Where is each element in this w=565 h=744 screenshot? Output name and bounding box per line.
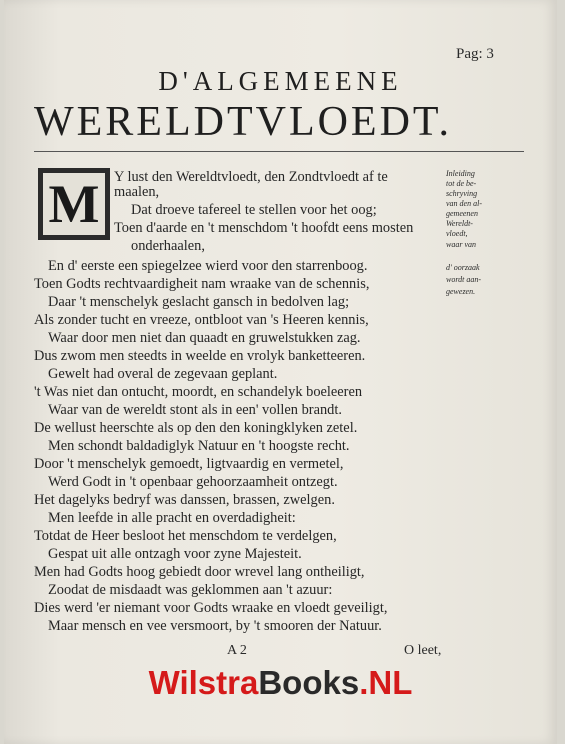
margin-note-line: wordt aan- xyxy=(446,275,482,284)
margin-note-line: tot de be- xyxy=(446,179,477,188)
poem-line: Zoodat de misdaadt was geklommen aan 't azuur: xyxy=(48,582,333,598)
margin-note-line: gemeenen xyxy=(446,209,478,218)
poem-line: Toen d'aarde en 't menschdom 't hoofdt eens mosten xyxy=(114,220,414,236)
poem-line: De wellust heerschte als op den den koningklyken zetel. xyxy=(34,420,358,436)
poem-line: Dus zwom men steedts in weelde en vrolyk banketteeren. xyxy=(34,348,366,364)
margin-note-line: Inleiding xyxy=(446,169,475,178)
poem-line: Dies werd 'er niemant voor Godts wraake en vloedt geveiligt, xyxy=(34,600,388,616)
poem-line: maalen, xyxy=(114,184,160,200)
poem-line: Maar mensch en vee versmoort, by 't smooren der Natuur. xyxy=(48,618,382,634)
margin-note-line: gewezen. xyxy=(446,287,476,296)
margin-note-line: vloedt, xyxy=(446,229,468,238)
poem-line: 't Was niet dan ontucht, moordt, en schandelyk boeleeren xyxy=(34,384,363,400)
poem-line: Y lust den Wereldtvloedt, den Zondtvloedt af te xyxy=(114,169,388,185)
margin-note-line: waar van xyxy=(446,240,476,249)
poem-line: Men leefde in alle pracht en overdadigheit: xyxy=(48,510,296,526)
poem-line: Men schondt baldadiglyk Natuur en 't hoogste recht. xyxy=(48,438,350,454)
title-line-1: D'ALGEMEENE xyxy=(158,66,403,96)
drop-cap-ornament xyxy=(38,168,110,240)
watermark xyxy=(4,664,557,702)
margin-note-line: schryving xyxy=(446,189,478,198)
title-rule xyxy=(34,151,524,152)
poem-line: Gewelt had overal de zegevaan geplant. xyxy=(48,366,278,382)
signature-mark: A 2 xyxy=(227,643,247,658)
poem-line: En d' eerste een spiegelzee wierd voor den starrenboog. xyxy=(48,258,368,274)
page-number: Pag: 3 xyxy=(456,46,494,62)
watermark-part-2: Books xyxy=(258,664,360,701)
title-line-2: WERELDTVLOEDT. xyxy=(34,99,452,145)
poem-line: Waar door men niet dan quaadt en gruwelstukken zag. xyxy=(48,330,361,346)
margin-note-line: van den al- xyxy=(446,199,482,208)
poem-line: Toen Godts rechtvaardigheit nam wraake van de schennis, xyxy=(34,276,370,292)
poem-line: Men had Godts hoog gebiedt door wrevel lang ontheiligt, xyxy=(34,564,365,580)
poem-line: Waar van de wereldt stont als in een' vollen brandt. xyxy=(48,402,342,418)
poem-line: onderhaalen, xyxy=(131,238,205,254)
catchword: O leet, xyxy=(404,643,442,658)
poem-line: Het dagelyks bedryf was danssen, brassen, zwelgen. xyxy=(34,492,335,508)
poem-line: Totdat de Heer besloot het menschdom te verdelgen, xyxy=(34,528,337,544)
poem-line: Dat droeve tafereel te stellen voor het oog; xyxy=(131,202,377,218)
drop-cap-letter: M xyxy=(41,171,107,237)
poem-line: Als zonder tucht en vreeze, ontbloot van 's Heeren kennis, xyxy=(34,312,369,328)
watermark-part-3: .NL xyxy=(359,664,413,701)
poem-line: Daar 't menschelyk geslacht gansch in bedolven lag; xyxy=(48,294,350,310)
poem-line: Gespat uit alle ontzagh voor zyne Majesteit. xyxy=(48,546,302,562)
watermark-part-1: Wilstra xyxy=(148,664,259,701)
margin-note-line: Wereldt- xyxy=(446,219,473,228)
poem-line: Door 't menschelyk gemoedt, ligtvaardig en vermetel, xyxy=(34,456,344,472)
poem-line: Werd Godt in 't openbaar gehoorzaamheit ontzegt. xyxy=(48,474,338,490)
book-page xyxy=(4,0,557,744)
margin-note-line: d' oorzaak xyxy=(446,263,480,272)
